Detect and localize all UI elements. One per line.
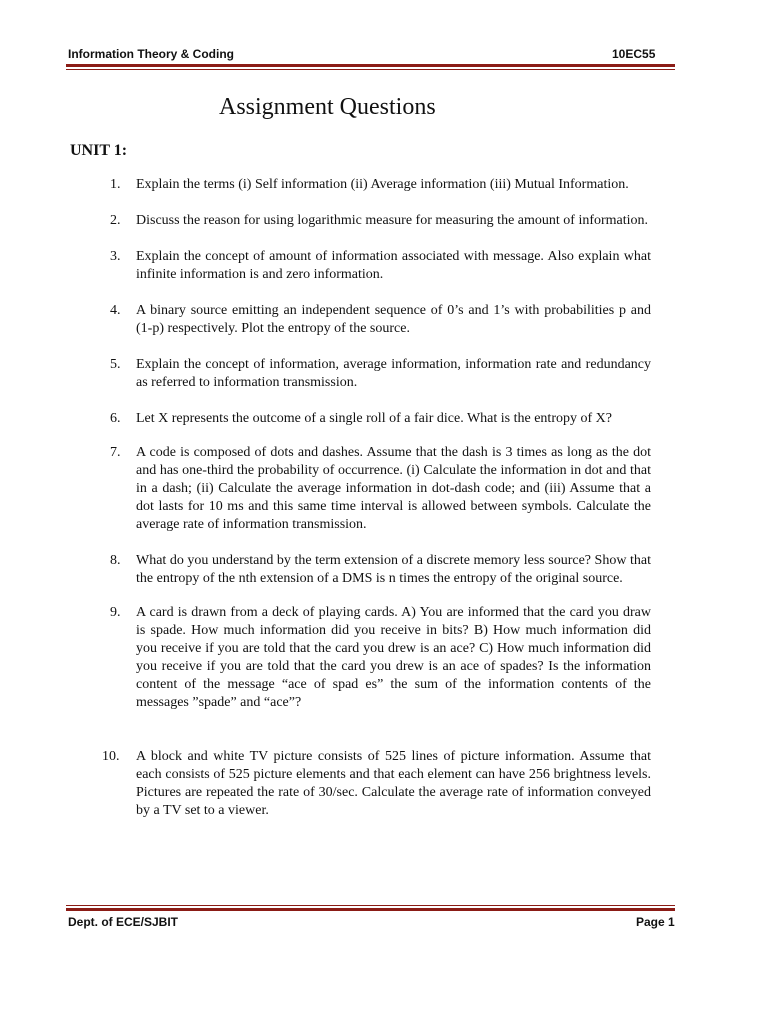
- header-rule-thick: [66, 64, 675, 67]
- question-text: Discuss the reason for using logarithmic measure for measuring the amount of information.: [136, 213, 649, 228]
- question-item: [110, 444, 651, 534]
- question-item: [110, 212, 651, 230]
- question-text: A binary source emitting an independent sequence of 0’s and 1’s with probabilities p and (1-p) respectively. Plot the entropy of the source.: [136, 303, 651, 336]
- question-number: 3.: [110, 249, 121, 264]
- question-item: [110, 356, 651, 392]
- footer-department: Dept. of ECE/SJBIT: [68, 915, 179, 929]
- question-number: 10.: [102, 749, 120, 764]
- question-text: What do you understand by the term extension of a discrete memory less source? Show that the entropy of the nth extension of a DMS is n times the entropy of the original source.: [136, 553, 651, 586]
- question-text: A block and white TV picture consists of 525 lines of picture information. Assume that each consists of 525 picture elements and that each element can have 256 brightness levels. Pictures are repeated the rate of 30/sec. Calculate the average rate of information conveyed by a TV set to a viewer.: [136, 749, 651, 818]
- page-title: Assignment Questions: [219, 94, 436, 120]
- question-number: 6.: [110, 411, 121, 426]
- question-item: [110, 248, 651, 284]
- question-item: [102, 748, 651, 820]
- question-number: 1.: [110, 177, 121, 192]
- question-text: Explain the concept of amount of information associated with message. Also explain what infinite information is and zero information.: [136, 249, 651, 282]
- question-number: 5.: [110, 357, 121, 372]
- unit-heading: UNIT 1:: [70, 142, 128, 159]
- question-text: Let X represents the outcome of a single roll of a fair dice. What is the entropy of X?: [136, 411, 612, 426]
- footer-rule-thick: [66, 908, 675, 911]
- question-item: [110, 302, 651, 338]
- question-item: [110, 176, 651, 194]
- question-item: [110, 410, 651, 428]
- question-text: A code is composed of dots and dashes. Assume that the dash is 3 times as long as the dot and has one-third the probability of occurrence. (i) Calculate the information in dot and that in a dash; (ii) Calculate the average information in dot-dash code; and (iii) Assume that a dot lasts for 10 ms and this same time interval is allowed between symbols. Calculate the average rate of information transmission.: [136, 445, 651, 532]
- question-number: 8.: [110, 553, 121, 568]
- question-number: 9.: [110, 605, 121, 620]
- question-text: Explain the concept of information, average information, information rate and redundancy as referred to information transmission.: [136, 357, 651, 390]
- question-text: Explain the terms (i) Self information (ii) Average information (iii) Mutual Information.: [136, 177, 629, 192]
- header-rule-thin: [66, 69, 675, 70]
- footer-rule-thin: [66, 905, 675, 906]
- question-list: [102, 176, 651, 820]
- question-number: 7.: [110, 445, 121, 460]
- question-number: 4.: [110, 303, 121, 318]
- question-number: 2.: [110, 213, 121, 228]
- question-item: [110, 552, 651, 588]
- question-item: [110, 604, 651, 712]
- header-course-code: 10EC55: [612, 47, 656, 61]
- header-course-title: Information Theory & Coding: [68, 47, 234, 61]
- footer-page-number: Page 1: [636, 915, 675, 929]
- question-text: A card is drawn from a deck of playing cards. A) You are informed that the card you draw is spade. How much information did you receive in bits? B) How much information did you receive if you are told that the card you drew is an ace? C) How much information did you receive if you are told that the card you drew is an ace of spades? Is the information content of the message “ace of spad es” the sum of the information contents of the messages ”spade” and “ace”?: [136, 605, 651, 710]
